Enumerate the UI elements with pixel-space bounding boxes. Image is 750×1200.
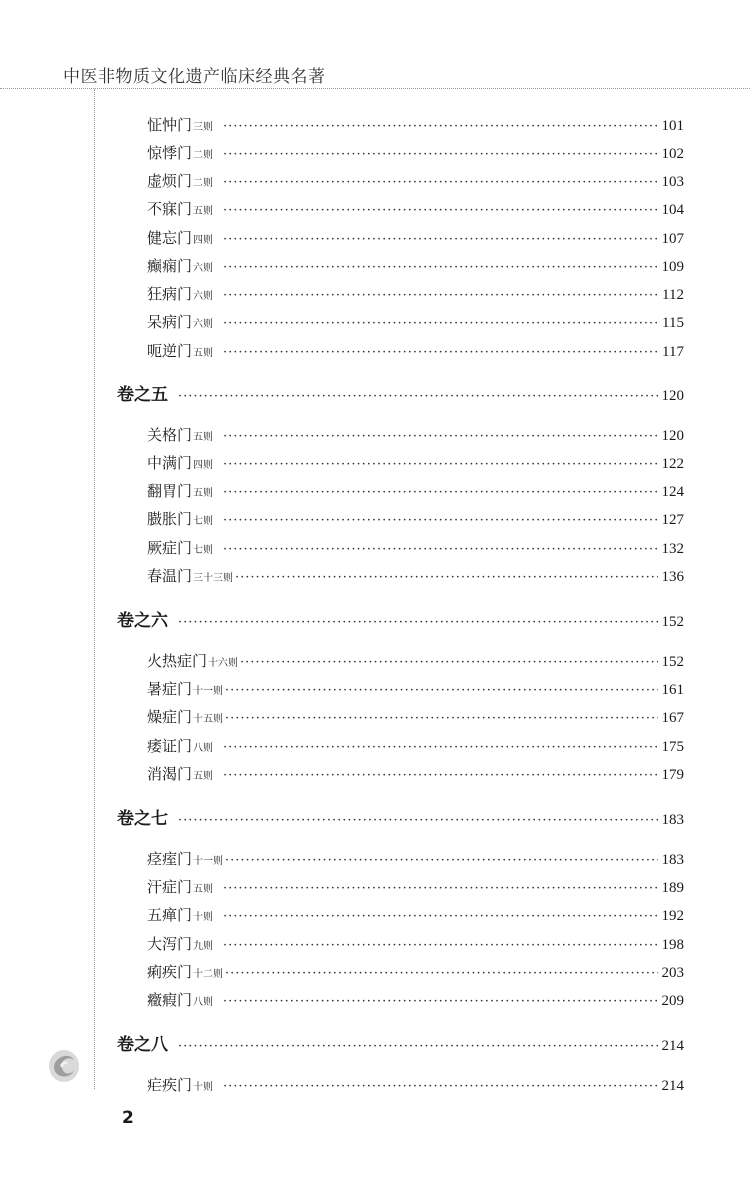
toc-entry — [147, 848, 684, 869]
toc-page-number: 152 — [661, 654, 684, 670]
toc-entry — [147, 480, 684, 501]
toc-leader — [225, 967, 657, 980]
toc-entry-title: 癫痫门 — [147, 257, 193, 275]
toc-page-number: 107 — [661, 231, 684, 247]
toc-page-number: 112 — [662, 287, 684, 303]
toc-leader — [223, 543, 657, 556]
toc-page-number: 203 — [661, 965, 684, 981]
toc-entry — [147, 989, 684, 1010]
toc-page-number: 103 — [661, 174, 684, 190]
toc-entry — [147, 198, 684, 219]
toc-entry-title: 五瘅门 — [147, 906, 193, 924]
toc-entry-count: 六则 — [193, 319, 214, 330]
toc-entry — [147, 283, 684, 304]
toc-volume-title: 卷之七 — [117, 809, 168, 829]
toc-page-number: 152 — [661, 614, 684, 630]
toc-entry-title: 翻胃门 — [147, 482, 193, 500]
toc-entry-count: 四则 — [193, 235, 214, 246]
toc-entry-count: 七则 — [193, 516, 214, 527]
toc-entry — [147, 876, 684, 897]
toc-entry-count: 十六则 — [208, 658, 239, 669]
toc-entry-title: 中满门 — [147, 454, 193, 472]
toc-entry-title: 不寐门 — [147, 200, 193, 218]
toc-leader — [223, 148, 657, 161]
toc-entry-title: 怔忡门 — [147, 116, 193, 134]
toc-entry-title: 痿证门 — [147, 737, 193, 755]
toc-leader — [225, 712, 657, 725]
toc-entry — [147, 340, 684, 361]
toc-entry-title: 疟疾门 — [147, 1076, 193, 1094]
toc-entry-title: 惊悸门 — [147, 144, 193, 162]
toc-leader — [178, 1040, 658, 1053]
toc-leader — [178, 814, 658, 827]
toc-page-number: 214 — [661, 1078, 684, 1094]
toc-entry-count: 五则 — [193, 771, 214, 782]
toc-leader — [223, 1080, 657, 1093]
toc-leader — [223, 939, 657, 952]
toc-entry-count: 七则 — [193, 545, 214, 556]
toc-entry-title: 消渴门 — [147, 765, 193, 783]
toc-leader — [223, 176, 657, 189]
toc-leader — [178, 616, 658, 629]
toc-entry-title: 呃逆门 — [147, 342, 193, 360]
toc-entry-title: 暑症门 — [147, 680, 193, 698]
toc-page-number: 120 — [661, 388, 684, 404]
toc-entry — [147, 650, 684, 671]
toc-entry-count: 十五则 — [193, 714, 224, 725]
toc-page-number: 183 — [661, 852, 684, 868]
toc-entry — [147, 537, 684, 558]
toc-entry-count: 十则 — [193, 1082, 214, 1093]
toc-page-number: 124 — [661, 484, 684, 500]
toc-page-number: 179 — [661, 767, 684, 783]
toc-entry-count: 十一则 — [193, 686, 224, 697]
toc-entry-count: 十一则 — [193, 856, 224, 867]
toc-entry-title: 汗症门 — [147, 878, 193, 896]
toc-entry-count: 三十三则 — [193, 573, 234, 584]
toc-entry — [147, 170, 684, 191]
toc-page-number: 214 — [661, 1038, 684, 1054]
toc-entry-title: 呆病门 — [147, 313, 193, 331]
toc-entry — [147, 933, 684, 954]
toc-entry-count: 四则 — [193, 460, 214, 471]
toc-entry-title: 臌胀门 — [147, 510, 193, 528]
toc-volume-title: 卷之五 — [117, 385, 168, 405]
toc-leader — [223, 120, 657, 133]
toc-page-number: 136 — [661, 569, 684, 585]
toc-leader — [223, 346, 658, 359]
toc-entry-count: 十则 — [193, 912, 214, 923]
toc-entry-title: 狂病门 — [147, 285, 193, 303]
toc-entry-count: 五则 — [193, 432, 214, 443]
toc-entry — [147, 1074, 684, 1095]
toc-leader — [223, 261, 657, 274]
toc-leader — [223, 514, 657, 527]
toc-page-number: 120 — [661, 428, 684, 444]
toc-volume-heading — [117, 1030, 684, 1055]
toc-entry-count: 十二则 — [193, 969, 224, 980]
toc-entry — [147, 142, 684, 163]
toc-page-number: 104 — [661, 202, 684, 218]
toc-entry-count: 九则 — [193, 941, 214, 952]
toc-entry — [147, 904, 684, 925]
toc-entry-title: 大泻门 — [147, 935, 193, 953]
toc-entry — [147, 565, 684, 586]
toc-entry-title: 火热症门 — [147, 652, 208, 670]
toc-page-number: 132 — [661, 541, 684, 557]
toc-entry-title: 虚烦门 — [147, 172, 193, 190]
toc-entry — [147, 961, 684, 982]
toc-page-number: 101 — [661, 118, 684, 134]
toc-page-number: 115 — [662, 315, 684, 331]
toc-volume-title: 卷之八 — [117, 1035, 168, 1055]
toc-page-number: 183 — [661, 812, 684, 828]
toc-leader — [223, 995, 657, 1008]
toc-entry-title: 健忘门 — [147, 229, 193, 247]
toc-page-number: 109 — [661, 259, 684, 275]
toc-page-number: 189 — [661, 880, 684, 896]
toc-entry-title: 癥瘕门 — [147, 991, 193, 1009]
toc-leader — [223, 317, 658, 330]
toc-leader — [225, 854, 657, 867]
toc-entry — [147, 678, 684, 699]
toc-page-number: 127 — [661, 512, 684, 528]
toc-entry — [147, 508, 684, 529]
toc-page-number: 198 — [661, 937, 684, 953]
toc-volume-heading — [117, 606, 684, 631]
toc-entry-title: 关格门 — [147, 426, 193, 444]
toc-leader — [225, 684, 657, 697]
toc-entry — [147, 706, 684, 727]
toc-entry-count: 五则 — [193, 488, 214, 499]
toc-leader — [240, 656, 657, 669]
toc-leader — [223, 910, 657, 923]
toc-entry-count: 六则 — [193, 263, 214, 274]
toc-entry — [147, 452, 684, 473]
toc-entry — [147, 311, 684, 332]
toc-leader — [223, 233, 657, 246]
toc-volume-heading — [117, 380, 684, 405]
toc-leader — [223, 289, 658, 302]
toc-entry-count: 六则 — [193, 291, 214, 302]
toc-leader — [223, 486, 657, 499]
toc-entry-count: 五则 — [193, 884, 214, 895]
toc-page-number: 122 — [661, 456, 684, 472]
toc-entry — [147, 763, 684, 784]
toc-entry-title: 痉痓门 — [147, 850, 193, 868]
toc-entry — [147, 227, 684, 248]
toc-entry-title: 痢疾门 — [147, 963, 193, 981]
running-header-title: 中医非物质文化遗产临床经典名著 — [63, 67, 326, 87]
toc-entry — [147, 735, 684, 756]
toc-entry-count: 八则 — [193, 743, 214, 754]
toc-leader — [223, 458, 657, 471]
toc-entry-count: 五则 — [193, 206, 214, 217]
toc-volume-heading — [117, 804, 684, 829]
toc-leader — [223, 741, 657, 754]
toc-page-number: 117 — [662, 344, 684, 360]
toc-page-number: 161 — [661, 682, 684, 698]
toc-entry-title: 春温门 — [147, 567, 193, 585]
toc-leader — [235, 571, 657, 584]
toc-entry-count: 五则 — [193, 348, 214, 359]
page-number: 2 — [122, 1108, 134, 1128]
toc-entry-count: 八则 — [193, 997, 214, 1008]
toc-entry-count: 二则 — [193, 150, 214, 161]
toc-page-number: 102 — [661, 146, 684, 162]
toc-entry-count: 三则 — [193, 122, 214, 133]
toc-leader — [178, 390, 658, 403]
toc-entry-title: 燥症门 — [147, 708, 193, 726]
toc-page-number: 175 — [661, 739, 684, 755]
toc-page-number: 209 — [661, 993, 684, 1009]
toc-page-number: 167 — [661, 710, 684, 726]
toc-entry — [147, 255, 684, 276]
toc-leader — [223, 882, 657, 895]
toc-leader — [223, 769, 657, 782]
toc-entry — [147, 114, 684, 135]
toc-leader — [223, 204, 657, 217]
toc-entry-count: 二则 — [193, 178, 214, 189]
toc-volume-title: 卷之六 — [117, 611, 168, 631]
toc-entry — [147, 424, 684, 445]
toc-page-number: 192 — [661, 908, 684, 924]
toc-leader — [223, 430, 657, 443]
toc-entry-title: 厥症门 — [147, 539, 193, 557]
